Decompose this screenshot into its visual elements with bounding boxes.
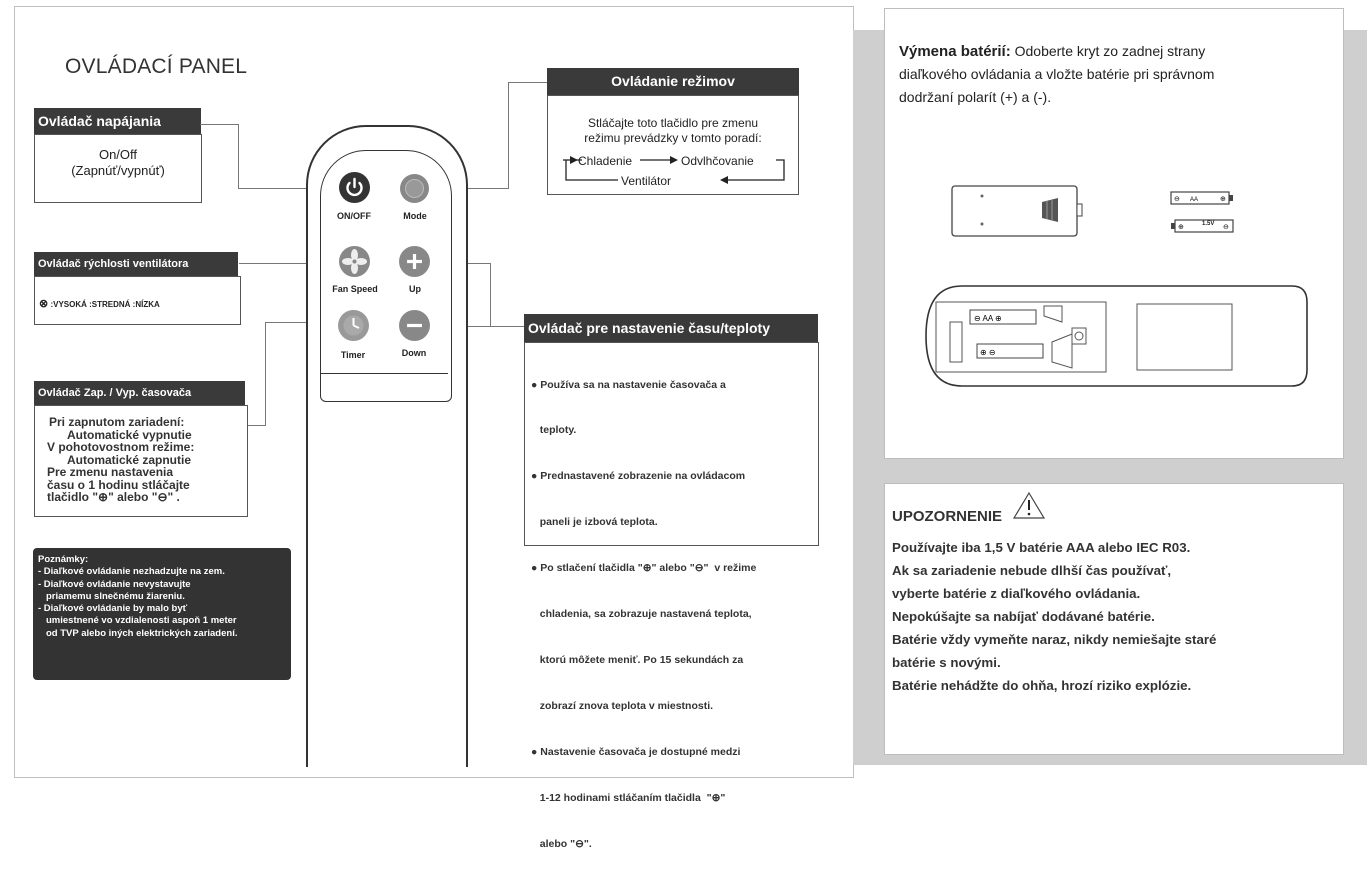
time-header: Ovládač pre nastavenie času/teploty [524,314,818,342]
power-header: Ovládač napájania [34,108,201,134]
warning-line-5: batérie s novými. [892,655,1001,670]
timer-box [34,405,248,517]
time-line-7: zobrazí znova teplota v miestnosti. [531,699,714,712]
svg-text:AA: AA [1190,197,1199,203]
fan-icon [339,246,370,277]
warning-line-6: Batérie nehádžte do ohňa, hrozí riziko explózie. [892,678,1192,693]
mode-connector-v [508,82,509,188]
mode-button-icon [405,179,424,198]
warning-line-4: Batérie vždy vymeňte naraz, nikdy nemiešajte staré [892,632,1217,647]
time-line-4: ● Po stlačení tlačidla "⊕" alebo "⊖" v režime [531,562,757,575]
power-icon [339,172,370,203]
notes-line-3: - Diaľkové ovládanie by malo byť [38,603,188,615]
mode-line2: režimu prevádzky v tomto poradí: [584,131,762,145]
time-line-0: ● Používa sa na nastavenie časovača a [531,378,726,391]
mode-button[interactable] [400,174,429,203]
power-connector-v [238,124,239,188]
warning-line-2: vyberte batérie z diaľkového ovládania. [892,586,1141,601]
power-line2: (Zapnúť/vypnúť) [71,163,165,178]
remote-lower-panel [321,373,448,400]
time-box [524,342,819,850]
warning-line-0: Používajte iba 1,5 V batérie AAA alebo IEC R03. [892,540,1191,555]
notes-line-5: od TVP alebo iných elektrických zariadení. [46,627,238,639]
timer-label: Timer [340,350,366,360]
onoff-label: ON/OFF [337,211,371,221]
timer-line-6: tlačidlo "⊕" alebo "⊖" . [47,490,180,504]
fan-levels-row [39,297,240,310]
battery-cover-illustration [950,180,1090,240]
mode-label: Mode [403,211,427,221]
svg-text:⊕ ⊖: ⊕ ⊖ [980,348,996,357]
down-label: Down [401,348,427,358]
notes-line-1: - Diaľkové ovládanie nevystavujte [38,578,191,590]
up-label: Up [409,284,421,294]
mode-cycle-cooling: Chladenie [578,154,633,168]
svg-text:⊕: ⊕ [1220,196,1226,203]
timer-line-5: času o 1 hodinu stláčajte [47,477,190,492]
fan-speed-label: Fan Speed [332,284,378,294]
battery-text-1: Odoberte kryt zo zadnej strany [1010,43,1206,59]
mode-connector-h [508,82,547,83]
warning-line-3: Nepokúšajte sa nabíjať dodávané batérie. [892,609,1155,624]
time-line-3: paneli je izbová teplota. [531,516,658,529]
svg-text:⊕: ⊕ [1178,224,1184,231]
minus-icon [399,310,430,341]
down-button[interactable] [399,310,430,341]
timer-line-4: Pre zmenu nastavenia [47,465,174,479]
mode-cycle-dehumidify: Odvlhčovanie [681,154,754,168]
timer-line-3: Automatické zapnutie [67,452,192,467]
power-line1: On/Off [98,147,138,162]
mode-header: Ovládanie režimov [547,68,799,95]
timer-connector-h2 [246,425,266,426]
battery-instructions [899,40,1329,109]
battery-title: Výmena batérií: [899,43,1011,60]
time-line-5: chladenia, sa zobrazuje nastavená teplota, [531,608,752,621]
up-button[interactable] [399,246,430,277]
timer-connector-v [265,322,266,425]
time-line-10: alebo "⊖". [531,837,592,850]
notes-line-0: - Diaľkové ovládanie nezhadzujte na zem. [38,566,225,578]
mode-line1: Stláčajte toto tlačidlo pre zmenu [587,116,759,130]
time-connector-v [490,263,491,326]
svg-text:⊖ AA ⊕: ⊖ AA ⊕ [974,314,1002,323]
fan-header: Ovládač rýchlosti ventilátora [34,252,238,276]
plus-icon [399,246,430,277]
battery-cells-illustration [1168,188,1238,238]
fan-speed-button[interactable] [339,246,370,277]
onoff-button[interactable] [339,172,370,203]
timer-line-2: V pohotovostnom režime: [47,440,195,454]
timer-line-0: Pri zapnutom zariadení: [49,415,185,429]
mode-cycle-fan: Ventilátor [621,174,672,188]
notes-title: Poznámky: [38,554,89,565]
warning-text [892,536,1332,697]
power-connector [200,124,238,125]
notes-line-2: priamemu slnečnému žiareniu. [46,590,185,602]
warning-line-1: Ak sa zariadenie nebude dlhší čas používať, [892,563,1172,578]
warning-title: UPOZORNENIE [892,508,1003,525]
svg-text:⊖: ⊖ [1174,196,1180,203]
timer-icon [338,310,369,341]
page-title: OVLÁDACÍ PANEL [65,55,248,78]
fan-levels-text: :VYSOKÁ :STREDNÁ :NÍZKA [50,300,160,309]
time-line-6: ktorú môžete meniť. Po 15 sekundách za [531,653,744,666]
remote-back-illustration [922,282,1312,392]
mode-box [547,95,799,195]
time-line-1: teploty. [531,424,577,437]
timer-line-1: Automatické vypnutie [67,427,192,442]
svg-text:⊖: ⊖ [1223,224,1229,231]
timer-button[interactable] [338,310,369,341]
fan-high-icon: ⊗ [39,298,49,310]
time-connector-h2 [490,326,524,327]
time-line-9: 1-12 hodinami stláčaním tlačidla "⊕" [531,791,726,804]
power-box [34,134,202,203]
battery-text-3: dodržaní polarít (+) a (-). [899,89,1052,105]
time-line-2: ● Prednastavené zobrazenie na ovládacom [531,470,746,483]
warning-triangle-icon [1012,491,1046,521]
notes-box [33,548,291,680]
battery-text-2: diaľkového ovládania a vložte batérie pri správnom [899,66,1215,82]
fan-box [34,276,241,325]
notes-line-4: umiestnené vo vzdialenosti aspoň 1 meter [46,615,237,627]
battery-voltage-label: 1.5V [1202,221,1215,227]
time-line-8: ● Nastavenie časovača je dostupné medzi [531,745,741,758]
timer-header: Ovládač Zap. / Vyp. časovača [34,381,245,405]
